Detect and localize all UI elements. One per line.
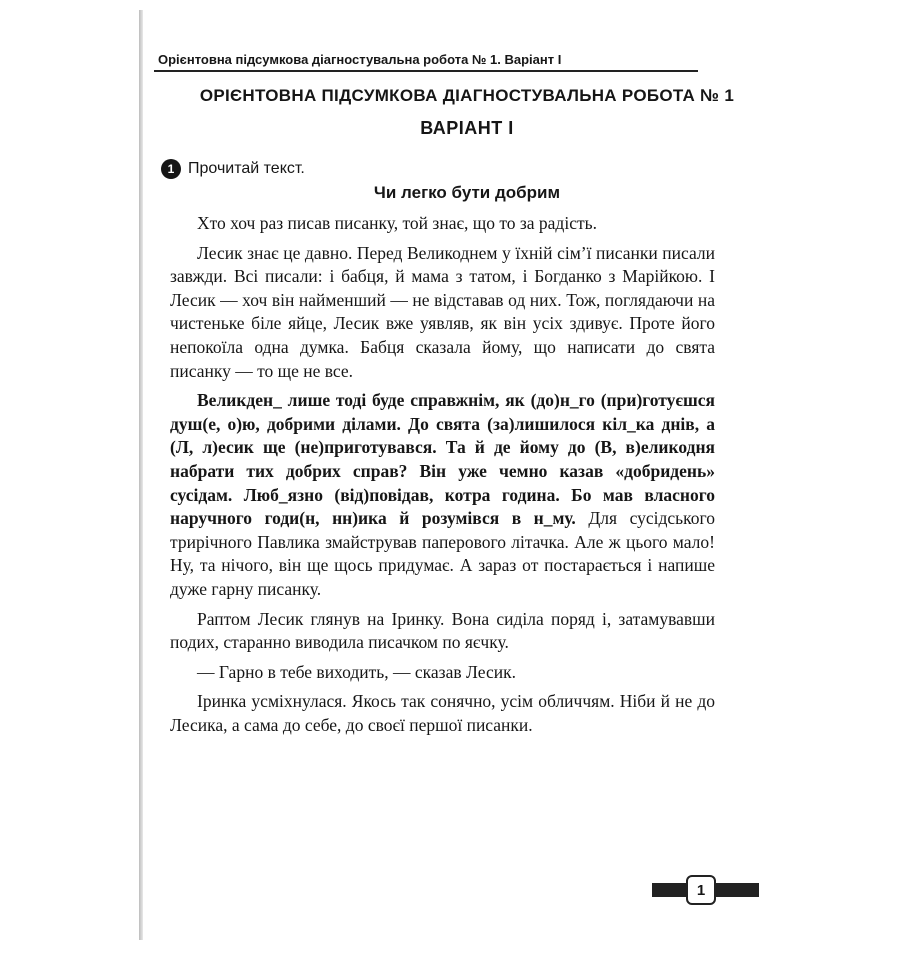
task-instruction [161,159,305,179]
paragraph-3 [170,389,715,601]
paragraph-5: — Гарно в тебе виходить, — сказав Лесик. [197,661,516,682]
paragraph-3-exercise: Великден_ лише тоді буде справжнім, як (до)н_го (при)готуєшся душ(е, о)ю, добрими ділами. До свята (за)лишилося кіл_ка днів, а (Л, л)есик ще (не)приготувався. Та й де йому до (В, в)еликодня набрати тих добрих справ? Він уже чемно казав «добридень» сусідам. Люб_язно (від)повідав, котра година. Бо мав власного наручного годи(н, нн)ика й розумівся в н_му. [170,390,715,529]
paragraph-1: Хто хоч раз писав писанку, той знає, що то за радість. [197,213,597,233]
task-text: Прочитай текст. [188,160,305,177]
paragraph-2: Лесик знає це давно. Перед Великоднем у їхній сім’ї писанки писали завжди. Всі писали: і бабця, й мама з татом, і Богданко з Марійкою. І Лесик — хоч він найменший — не відставав од них. Тож, поглядаючи на чистеньке біле яйце, Лесик вже уявляв, як він усіх здивує. Проте його непокоїла одна думка. Бабця сказала йому, що написати до свята писанку — то ще не все. [170,242,715,381]
reading-text [170,212,715,743]
variant-heading: ВАРІАНТ І [420,118,514,138]
page-title: ОРІЄНТОВНА ПІДСУМКОВА ДІАГНОСТУВАЛЬНА РОБОТА № 1 [199,86,735,105]
page-number: 1 [686,875,716,905]
page-edge [139,10,143,940]
header-rule [154,70,698,72]
paragraph-3-rest: Для сусідського трирічного Павлика змайстрував паперового літачка. Але ж цього мало! Ну, та нічого, він ще щось придумає. А зараз от постарається і напише дуже гарну писанку. [170,508,715,599]
running-header: Орієнтовна підсумкова діагностувальна робота № 1. Варіант І [158,52,562,67]
paragraph-4: Раптом Лесик глянув на Іринку. Вона сиділа поряд і, затамувавши подих, старанно виводила писачком по яєчку. [170,608,715,653]
text-title: Чи легко бути добрим [373,183,561,202]
task-number-badge: 1 [161,159,181,179]
paragraph-6: Іринка усміхнулася. Якось так сонячно, усім обличчям. Ніби й не до Лесика, а сама до себе, до своєї першої писанки. [170,691,715,735]
